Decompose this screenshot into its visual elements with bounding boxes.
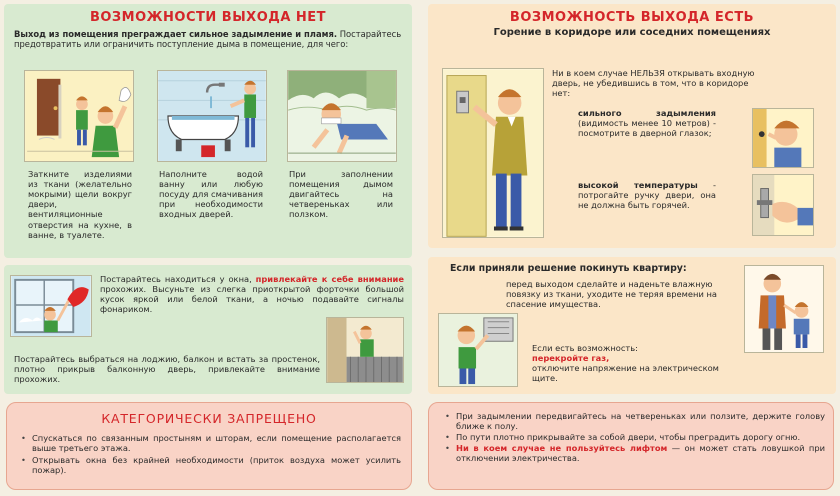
forbidden-panel xyxy=(6,402,412,490)
tips-list xyxy=(445,411,825,464)
tips-panel xyxy=(428,402,834,490)
no-exit-lead xyxy=(14,29,406,50)
no-exit-lead-bold: Выход из помещения преграждает сильное задымление и пламя. xyxy=(14,29,338,39)
peephole-illustration xyxy=(752,108,814,168)
family-illustration xyxy=(744,265,824,353)
no-exit-title: ВОЗМОЖНОСТИ ВЫХОДА НЕТ xyxy=(89,10,327,25)
leave-title: Если приняли решение покинуть квартиру: xyxy=(450,263,687,274)
tips-lift-red: Ни в коем случае не пользуйтесь лифтом xyxy=(456,443,668,454)
exit-heat-rest: - потрогайте ручку двери, она не должна быть горячей. xyxy=(578,180,716,211)
tips-item: • При задымлении передвигайтесь на четвереньках или ползите, держите голову ближе к полу. xyxy=(445,411,825,431)
forbidden-item: • Открывать окна без крайней необходимости (приток воздуха может усилить пожар). xyxy=(21,455,401,475)
tips-item: • По пути плотно прикрывайте за собой двери, чтобы преградить дорогу огню. xyxy=(445,432,825,442)
window-panel xyxy=(4,265,412,394)
window-flag-illustration xyxy=(10,275,92,337)
leave-text-2-end: отключите напряжение на электрическом щите. xyxy=(532,363,719,384)
window-text-1-end: прохожих. Высуньте из слегка приоткрытой форточки большой кусок яркой или белой ткани, а ночью подавайте сигналы фонариком. xyxy=(100,284,404,315)
exit-panel xyxy=(428,4,836,248)
leave-text-2-red: перекройте газ, xyxy=(532,353,610,364)
tips-item-lift xyxy=(445,443,825,463)
no-exit-panel xyxy=(4,4,412,258)
leave-text-1: перед выходом сделайте и наденьте влажную повязку из ткани, уходите не теряя времени на спасение имущества. xyxy=(506,279,717,310)
bathtub-illustration xyxy=(157,70,267,162)
leave-text-2-start: Если есть возможность: xyxy=(532,343,638,353)
exit-subtitle: Горение в коридоре или соседних помещениях xyxy=(493,27,771,38)
forbidden-list xyxy=(21,433,401,475)
door-boy-illustration xyxy=(442,68,544,238)
exit-intro: Ни в коем случае НЕЛЬЗЯ открывать входную дверь, не убедившись в том, что в коридоре нет: xyxy=(552,68,755,99)
exit-title: ВОЗМОЖНОСТЬ ВЫХОДА ЕСТЬ xyxy=(509,10,755,25)
window-text-1-red: привлекайте к себе внимание xyxy=(255,274,405,284)
window-text-1 xyxy=(100,274,404,314)
door-handle-illustration xyxy=(752,174,814,236)
leave-panel xyxy=(428,257,836,394)
leave-text-2 xyxy=(532,343,732,383)
window-text-2: Постарайтесь выбраться на лоджию, балкон и встать за простенок, плотно прикрыв балконную дверь, привлекайте внимание прохожих. xyxy=(14,354,320,385)
exit-smoke-bold: сильного задымления xyxy=(578,108,716,118)
balcony-illustration xyxy=(326,317,404,383)
window-text-1-start: Постарайтесь находиться у окна, xyxy=(100,274,252,284)
exit-heat-text xyxy=(578,180,716,210)
no-exit-lead-rest: Постарайтесь предотвратить или ограничить поступление дыма в помещение, для чего: xyxy=(14,29,402,50)
no-exit-col2-text: Наполните водой ванну или любую посуду для смачивания при необходимости входных дверей. xyxy=(159,169,263,220)
no-exit-col3-text: При заполнении помещения дымом двигайтесь на четвереньках или ползком. xyxy=(289,169,393,220)
plug-door-illustration xyxy=(24,70,134,162)
no-exit-col1-text: Заткните изделиями из ткани (желательно мокрыми) щели вокруг двери, вентиляционные отверстия на кухне, в ванне, в туалете. xyxy=(28,169,132,240)
tips-lift-rest: — он может стать ловушкой при отключении электричества. xyxy=(456,443,825,464)
crawling-illustration xyxy=(287,70,397,162)
forbidden-item: • Спускаться по связанным простыням и шторам, если помещение располагается выше третьего этажа. xyxy=(21,433,401,453)
exit-smoke-rest: (видимость менее 10 метров) - посмотрите в дверной глазок; xyxy=(578,118,716,139)
forbidden-title: КАТЕГОРИЧЕСКИ ЗАПРЕЩЕНО xyxy=(101,411,317,426)
exit-heat-bold: высокой температуры xyxy=(578,180,698,190)
exit-smoke-text xyxy=(578,108,716,138)
mask-boy-illustration xyxy=(438,313,518,387)
